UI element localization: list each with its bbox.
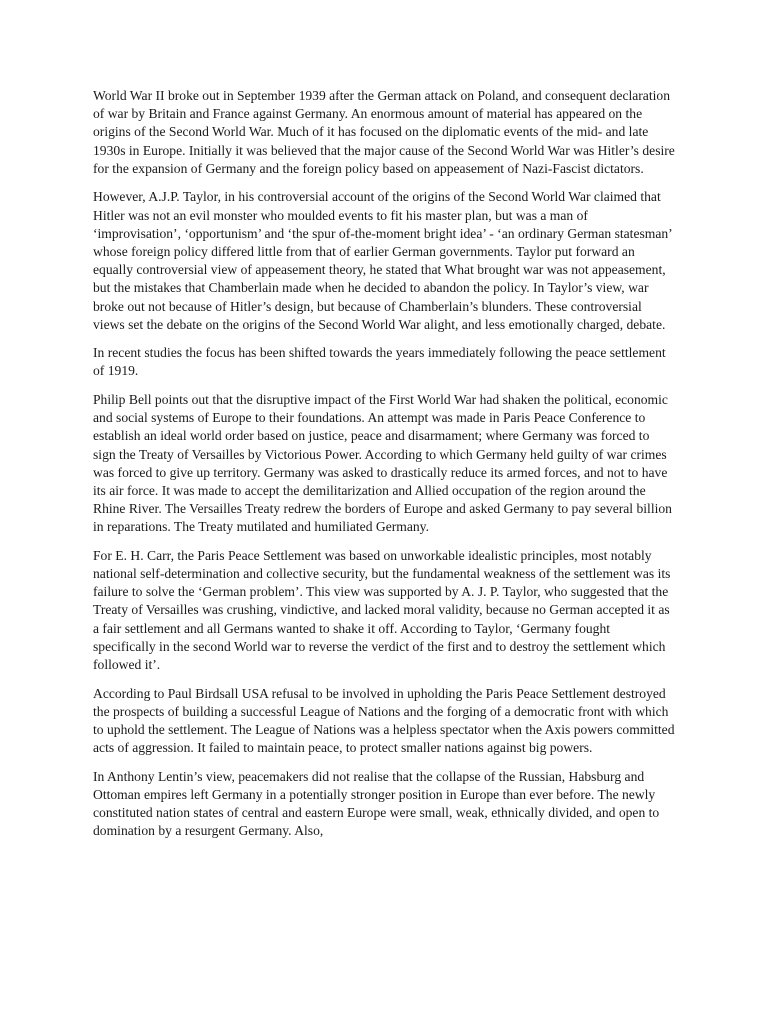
document-body (93, 87, 675, 851)
paragraph: World War II broke out in September 1939 after the German attack on Poland, and consequent declaration of war by Britain and France against Germany. An enormous amount of material has appeared on the origins of the Second World War. Much of it has focused on the diplomatic events of the mid- and late 1930s in Europe. Initially it was believed that the major cause of the Second World War was Hitler’s desire for the expansion of Germany and the foreign policy based on appeasement of Nazi-Fascist dictators. (93, 88, 675, 176)
paragraph: In recent studies the focus has been shifted towards the years immediately following the peace settlement of 1919. (93, 345, 666, 379)
paragraph: Philip Bell points out that the disruptive impact of the First World War had shaken the political, economic and social systems of Europe to their foundations. An attempt was made in Paris Peace Conference to establish an ideal world order based on justice, peace and disarmament; where Germany was forced to sign the Treaty of Versailles by Victorious Power. According to which Germany held guilty of war crimes was forced to give up territory. Germany was asked to drastically reduce its armed forces, and not to have its air force. It was made to accept the demilitarization and Allied occupation of the region around the Rhine River. The Versailles Treaty redrew the borders of Europe and asked Germany to pay several billion in reparations. The Treaty mutilated and humiliated Germany. (93, 391, 672, 535)
paragraph: According to Paul Birdsall USA refusal to be involved in upholding the Paris Peace Settlement destroyed the prospects of building a successful League of Nations and the forging of a democratic front with which to uphold the settlement. The League of Nations was a helpless spectator when the Axis powers committed acts of aggression. It failed to maintain peace, to protect smaller nations against big powers. (93, 685, 675, 756)
paragraph: In Anthony Lentin’s view, peacemakers did not realise that the collapse of the Russian, Habsburg and Ottoman empires left Germany in a potentially stronger position in Europe than ever before. The newly constituted nation states of central and eastern Europe were small, weak, ethnically divided, and open to domination by a resurgent Germany. Also, (93, 768, 660, 839)
paragraph: For E. H. Carr, the Paris Peace Settlement was based on unworkable idealistic principles, most notably national self-determination and collective security, but the fundamental weakness of the settlement was its failure to solve the ‘German problem’. This view was supported by A. J. P. Taylor, who suggested that the Treaty of Versailles was crushing, vindictive, and lacked moral validity, because no German accepted it as a fair settlement and all Germans wanted to shake it off. According to Taylor, ‘Germany fought specifically in the second World war to reverse the verdict of the first and to destroy the settlement which followed it’. (93, 547, 671, 673)
paragraph: However, A.J.P. Taylor, in his controversial account of the origins of the Second World War claimed that Hitler was not an evil monster who moulded events to fit his master plan, but was a man of ‘improvisation’, ‘opportunism’ and ‘the spur of-the-moment bright idea’ - ‘an ordinary German statesman’ whose foreign policy differed little from that of earlier German governments. Taylor put forward an equally controversial view of appeasement theory, he stated that What brought war was not appeasement, but the mistakes that Chamberlain made when he decided to abandon the policy. In Taylor’s view, war broke out not because of Hitler’s design, but because of Chamberlain’s blunders. These controversial views set the debate on the origins of the Second World War alight, and less emotionally charged, debate. (93, 189, 672, 332)
